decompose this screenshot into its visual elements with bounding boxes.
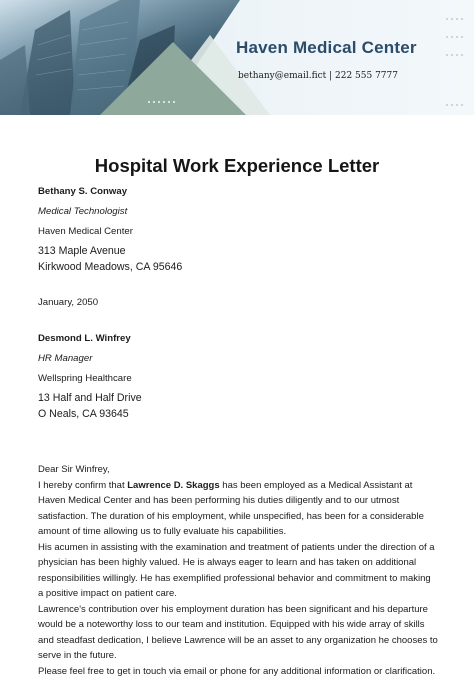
body-paragraph: Please feel free to get in touch via email or phone for any additional information or clarification. bbox=[38, 664, 438, 679]
contact-info: bethany@email.fict | 222 555 7777 bbox=[238, 71, 398, 81]
sender-name: Bethany S. Conway bbox=[38, 184, 127, 200]
body-paragraph: Lawrence's contribution over his employment duration has been significant and his departure would be a noteworthy loss to our team and institution. Equipped with his wide array of skills and steadfast dedication, I believe Lawrence will be an asset to any organization he chooses to serve in the future. bbox=[38, 602, 438, 664]
letterhead bbox=[0, 0, 474, 115]
sender-position: Medical Technologist bbox=[38, 204, 127, 220]
dot-pattern-icon bbox=[146, 91, 178, 115]
letter-body bbox=[38, 462, 438, 679]
dot-pattern-icon bbox=[444, 8, 466, 62]
body-paragraph bbox=[38, 478, 438, 540]
recipient-address-line2: O Neals, CA 93645 bbox=[38, 407, 129, 423]
salutation: Dear Sir Winfrey, bbox=[38, 462, 438, 478]
recipient-position: HR Manager bbox=[38, 351, 92, 367]
organization-name: Haven Medical Center bbox=[236, 38, 417, 58]
recipient-organization: Wellspring Healthcare bbox=[38, 371, 132, 387]
document-title: Hospital Work Experience Letter bbox=[0, 155, 474, 177]
recipient-address-line1: 13 Half and Half Drive bbox=[38, 391, 142, 407]
body-paragraph: His acumen in assisting with the examination and treatment of patients under the direction of a physician has been highly valued. He is always eager to learn and has taken on additional responsibilities willingly. He has exemplified professional behavior and commitment to making a positive impact on patient care. bbox=[38, 540, 438, 602]
letter-date: January, 2050 bbox=[38, 295, 98, 311]
paragraph-text: I hereby confirm that bbox=[38, 480, 127, 491]
sender-organization: Haven Medical Center bbox=[38, 224, 133, 240]
employee-name: Lawrence D. Skaggs bbox=[127, 480, 219, 491]
sender-address-line1: 313 Maple Avenue bbox=[38, 244, 126, 260]
sender-address-line2: Kirkwood Meadows, CA 95646 bbox=[38, 260, 182, 276]
dot-pattern-icon bbox=[444, 94, 466, 115]
recipient-name: Desmond L. Winfrey bbox=[38, 331, 131, 347]
paragraph-text: has been employed as a Medical Assistant at Haven Medical Center and has been performing his duties diligently and to our utmost satisfaction. The duration of his employment, while unspecified, has been for a considerable amount of time allowing us to fully evaluate his capabilities. bbox=[38, 480, 424, 538]
